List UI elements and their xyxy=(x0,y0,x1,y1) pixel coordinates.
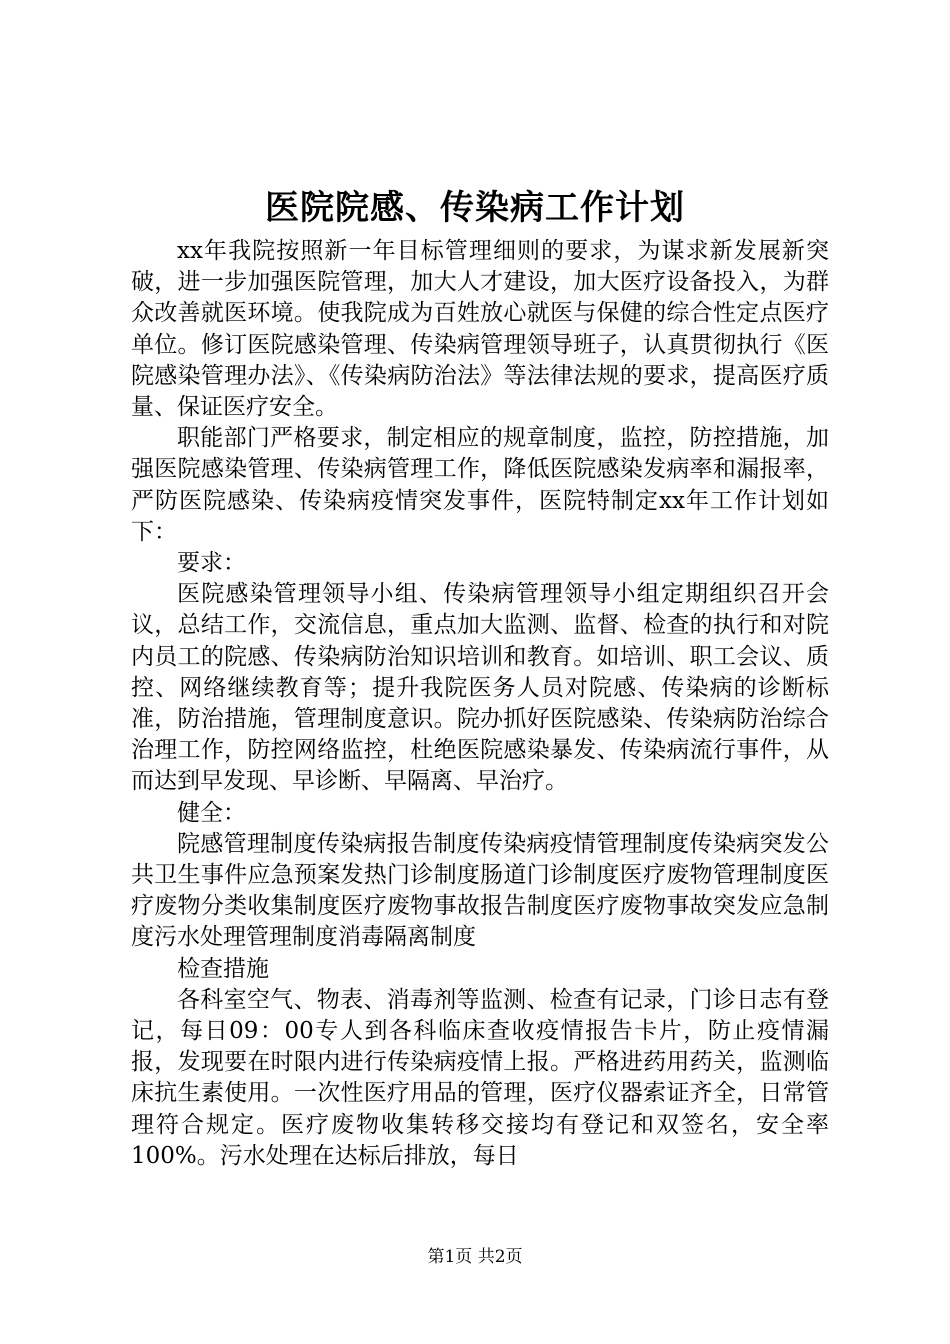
heading-establish: 健全： xyxy=(177,799,246,826)
paragraph-requirements: 医院感染管理领导小组、传染病管理领导小组定期组织召开会议，总结工作，交流信息，重点加大监测、监督、检查的执行和对院内员工的院感、传染病防治知识培训和教育。如培训、职工会议、质控、网络继续教育等；提升我院医务人员对院感、传染病的诊断标准，防治措施，管理制度意识。院办抓好医院感染、传染病防治综合治理工作，防控网络监控，杜绝医院感染暴发、传染病流行事件，从而达到早发现、早诊断、早隔离、早治疗。 xyxy=(131,581,829,795)
document-body xyxy=(131,236,829,1172)
heading-requirements: 要求： xyxy=(177,550,246,577)
page-footer: 第1页 共2页 xyxy=(427,1247,523,1267)
paragraph-intro: xx年我院按照新一年目标管理细则的要求，为谋求新发展新突破，进一步加强医院管理，加大人才建设，加大医疗设备投入，为群众改善就医环境。使我院成为百姓放心就医与保健的综合性定点医疗单位。修订医院感染管理、传染病管理领导班子，认真贯彻执行《医院感染管理办法》、《传染病防治法》等法律法规的要求，提高医疗质量、保证医疗安全。 xyxy=(131,238,829,421)
paragraph-systems: 院感管理制度传染病报告制度传染病疫情管理制度传染病突发公共卫生事件应急预案发热门诊制度肠道门诊制度医疗废物管理制度医疗废物分类收集制度医疗废物事故报告制度医疗废物事故突发应急制度污水处理管理制度消毒隔离制度 xyxy=(131,830,829,951)
paragraph-inspection: 各科室空气、物表、消毒剂等监测、检查有记录，门诊日志有登记，每日09：00专人到各科临床查收疫情报告卡片，防止疫情漏报，发现要在时限内进行传染病疫情上报。严格进药用药关，监测临床抗生素使用。一次性医疗用品的管理，医疗仪器索证齐全，日常管理符合规定。医疗废物收集转移交接均有登记和双签名，安全率100%。污水处理在达标后排放，每日 xyxy=(131,986,829,1169)
heading-inspection: 检查措施 xyxy=(177,955,269,982)
document-title: 医院院感、传染病工作计划 xyxy=(265,188,685,228)
paragraph-departments: 职能部门严格要求，制定相应的规章制度，监控，防控措施，加强医院感染管理、传染病管理工作，降低医院感染发病率和漏报率，严防医院感染、传染病疫情突发事件，医院特制定xx年工作计划如下： xyxy=(131,425,829,545)
